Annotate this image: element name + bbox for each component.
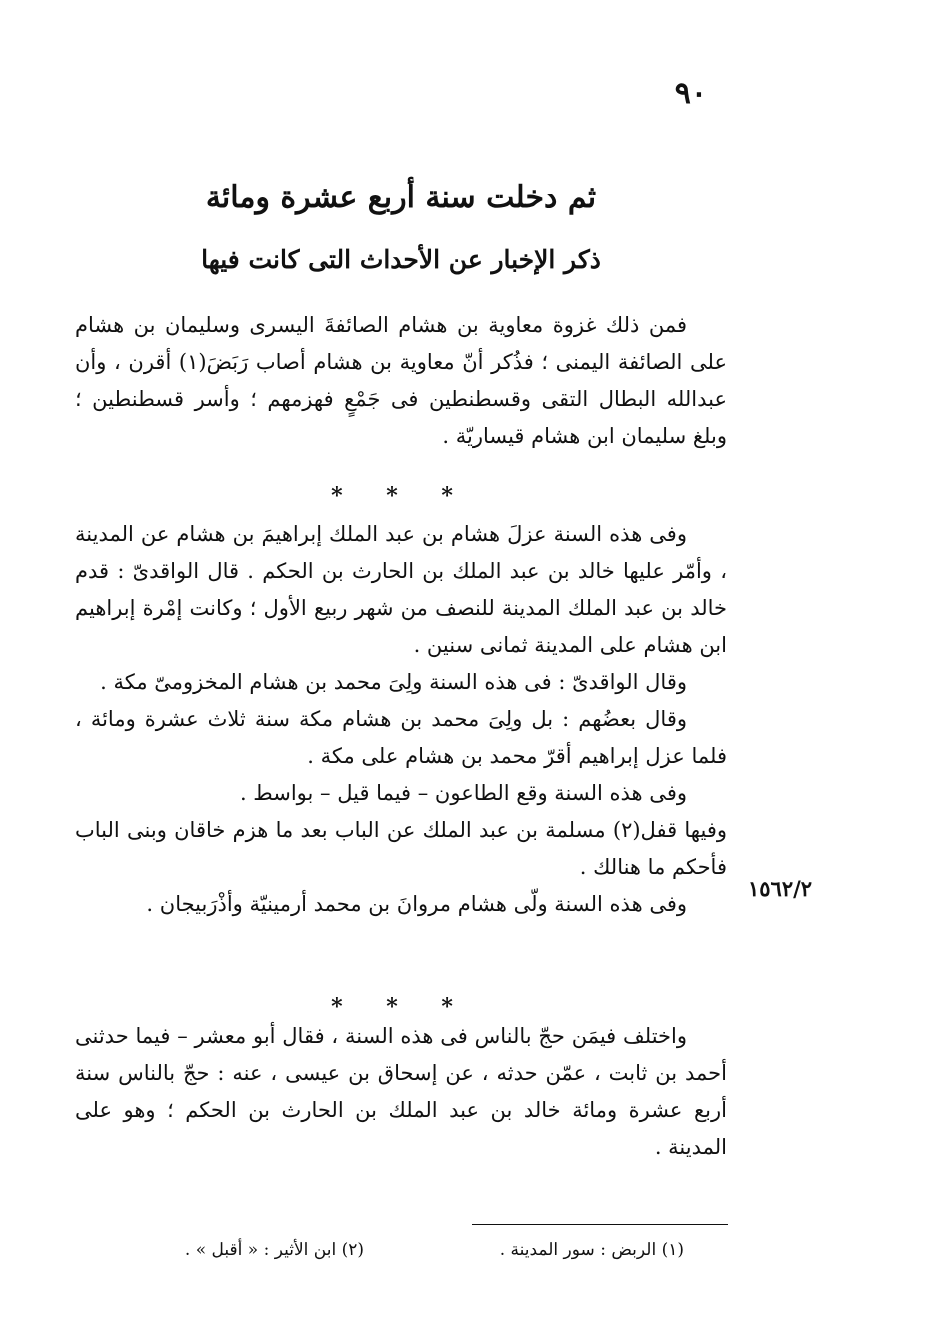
paragraph: وقال الواقدىّ : فى هذه السنة ولِىَ محمد بن هشام المخزومىّ مكة . — [100, 670, 687, 694]
paragraph: وفى هذه السنة عزلَ هشام بن عبد الملك إبراهيمَ بن هشام عن المدينة ، وأمّر عليها خالد بن عبد الملك بن الحارث بن الحكم . قال الواقدىّ : قدم خالد بن عبد الملك المدينة للنصف من شهر ربيع الأول ؛ وكانت إمْرة إبراهيم ابن هشام على المدينة ثمانى سنين . — [75, 522, 727, 657]
paragraph: فمن ذلك غزوة معاوية بن هشام الصائفةَ اليسرى وسليمان بن هشام على الصائفة اليمنى ؛ فذُكر أنّ معاوية بن هشام أصاب رَبَضَ(١) أقرن ، وأن عبدالله البطال التقى وقسطنطين فى جَمْعٍ فهزمهم ؛ وأسر قسطنطين ؛ وبلغ سليمان ابن هشام قيساريّة . — [75, 313, 727, 448]
section-pilgrimage — [75, 1018, 727, 1166]
section-separator: * * * — [331, 994, 471, 1020]
footnote-divider — [472, 1224, 728, 1225]
margin-reference: ١٥٦٢/٢ — [748, 876, 813, 901]
paragraph: وفيها قفل(٢) مسلمة بن عبد الملك عن الباب بعد ما هزم خاقان وبنى الباب فأحكم ما هنالك . — [75, 818, 727, 879]
paragraph: واختلف فيمَن حجّ بالناس فى هذه السنة ، فقال أبو معشر – فيما حدثنى أحمد بن ثابت ، عمّن حدثه ، عن إسحاق بن عيسى ، عنه : حجّ بالناس سنة أربع عشرة ومائة خالد بن عبد الملك بن الحارث بن الحكم ؛ وهو على المدينة . — [75, 1024, 727, 1159]
paragraph: وفى هذه السنة ولّى هشام مروانَ بن محمد أرمينيّة وأذْرَبيجان . — [146, 892, 687, 916]
page-number: ٩٠ — [674, 76, 707, 111]
paragraph: وقال بعضُهم : بل ولِىَ محمد بن هشام مكة سنة ثلاث عشرة ومائة ، فلما عزل إبراهيم أقرّ محمد بن هشام على مكة . — [75, 707, 727, 768]
section-separator: * * * — [331, 483, 471, 509]
chapter-title: ثم دخلت سنة أربع عشرة ومائة — [205, 180, 597, 215]
section-raids — [75, 307, 727, 455]
paragraph: وفى هذه السنة وقع الطاعون – فيما قيل – بواسط . — [239, 781, 687, 805]
chapter-subtitle: ذكر الإخبار عن الأحداث التى كانت فيها — [201, 245, 601, 274]
section-appointments — [75, 516, 727, 923]
footnote-1: (١) الربض : سور المدينة . — [499, 1240, 684, 1260]
footnote-2: (٢) ابن الأثير : « أقبل » . — [184, 1240, 364, 1260]
